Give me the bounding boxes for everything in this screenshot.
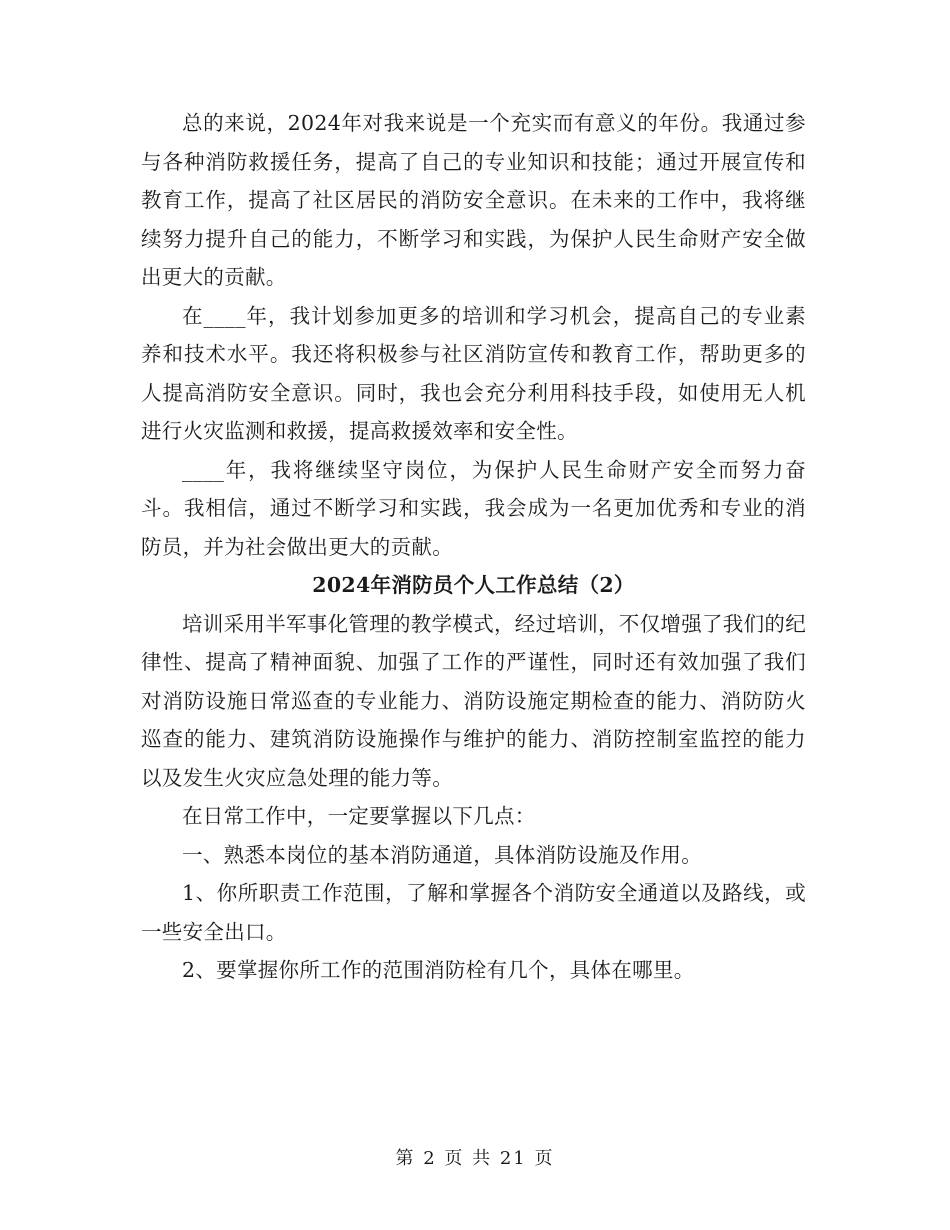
page-number-footer: 第 2 页 共 21 页 xyxy=(395,1148,555,1169)
paragraph-item-2: 2、要掌握你所工作的范围消防栓有几个，具体在哪里。 xyxy=(182,958,695,982)
paragraph-plan: 在____年，我计划参加更多的培训和学习机会，提高自己的专业素养和技术水平。我还将积极参与社区消防宣传和教育工作，帮助更多的人提高消防安全意识。同时，我也会充分利用科技手段，如使用无人机进行火灾监测和救援，提高救援效率和安全性。 xyxy=(141,303,806,443)
section-heading: 2024年消防员个人工作总结（2） xyxy=(312,573,635,597)
paragraph-summary: 总的来说，2024年对我来说是一个充实而有意义的年份。我通过参与各种消防救援任务，提高了自己的专业知识和技能；通过开展宣传和教育工作，提高了社区居民的消防安全意识。在未来的工作中，我将继续努力提升自己的能力，不断学习和实践，为保护人民生命财产安全做出更大的贡献。 xyxy=(141,111,806,289)
paragraph-training: 培训采用半军事化管理的教学模式，经过培训，不仅增强了我们的纪律性、提高了精神面貌、加强了工作的严谨性，同时还有效加强了我们对消防设施日常巡查的专业能力、消防设施定期检查的能力、消防防火巡查的能力、建筑消防设施操作与维护的能力、消防控制室监控的能力以及发生火灾应急处理的能力等。 xyxy=(141,611,806,790)
page-content xyxy=(141,104,806,990)
paragraph-daily-work: 在日常工作中，一定要掌握以下几点： xyxy=(182,804,536,828)
paragraph-point-one: 一、熟悉本岗位的基本消防通道，具体消防设施及作用。 xyxy=(182,842,702,867)
paragraph-commitment: ____年，我将继续坚守岗位，为保护人民生命财产安全而努力奋斗。我相信，通过不断学习和实践，我会成为一名更加优秀和专业的消防员，并为社会做出更大的贡献。 xyxy=(141,457,806,559)
paragraph-item-1: 1、你所职责工作范围，了解和掌握各个消防安全通道以及路线，或一些安全出口。 xyxy=(141,881,806,944)
